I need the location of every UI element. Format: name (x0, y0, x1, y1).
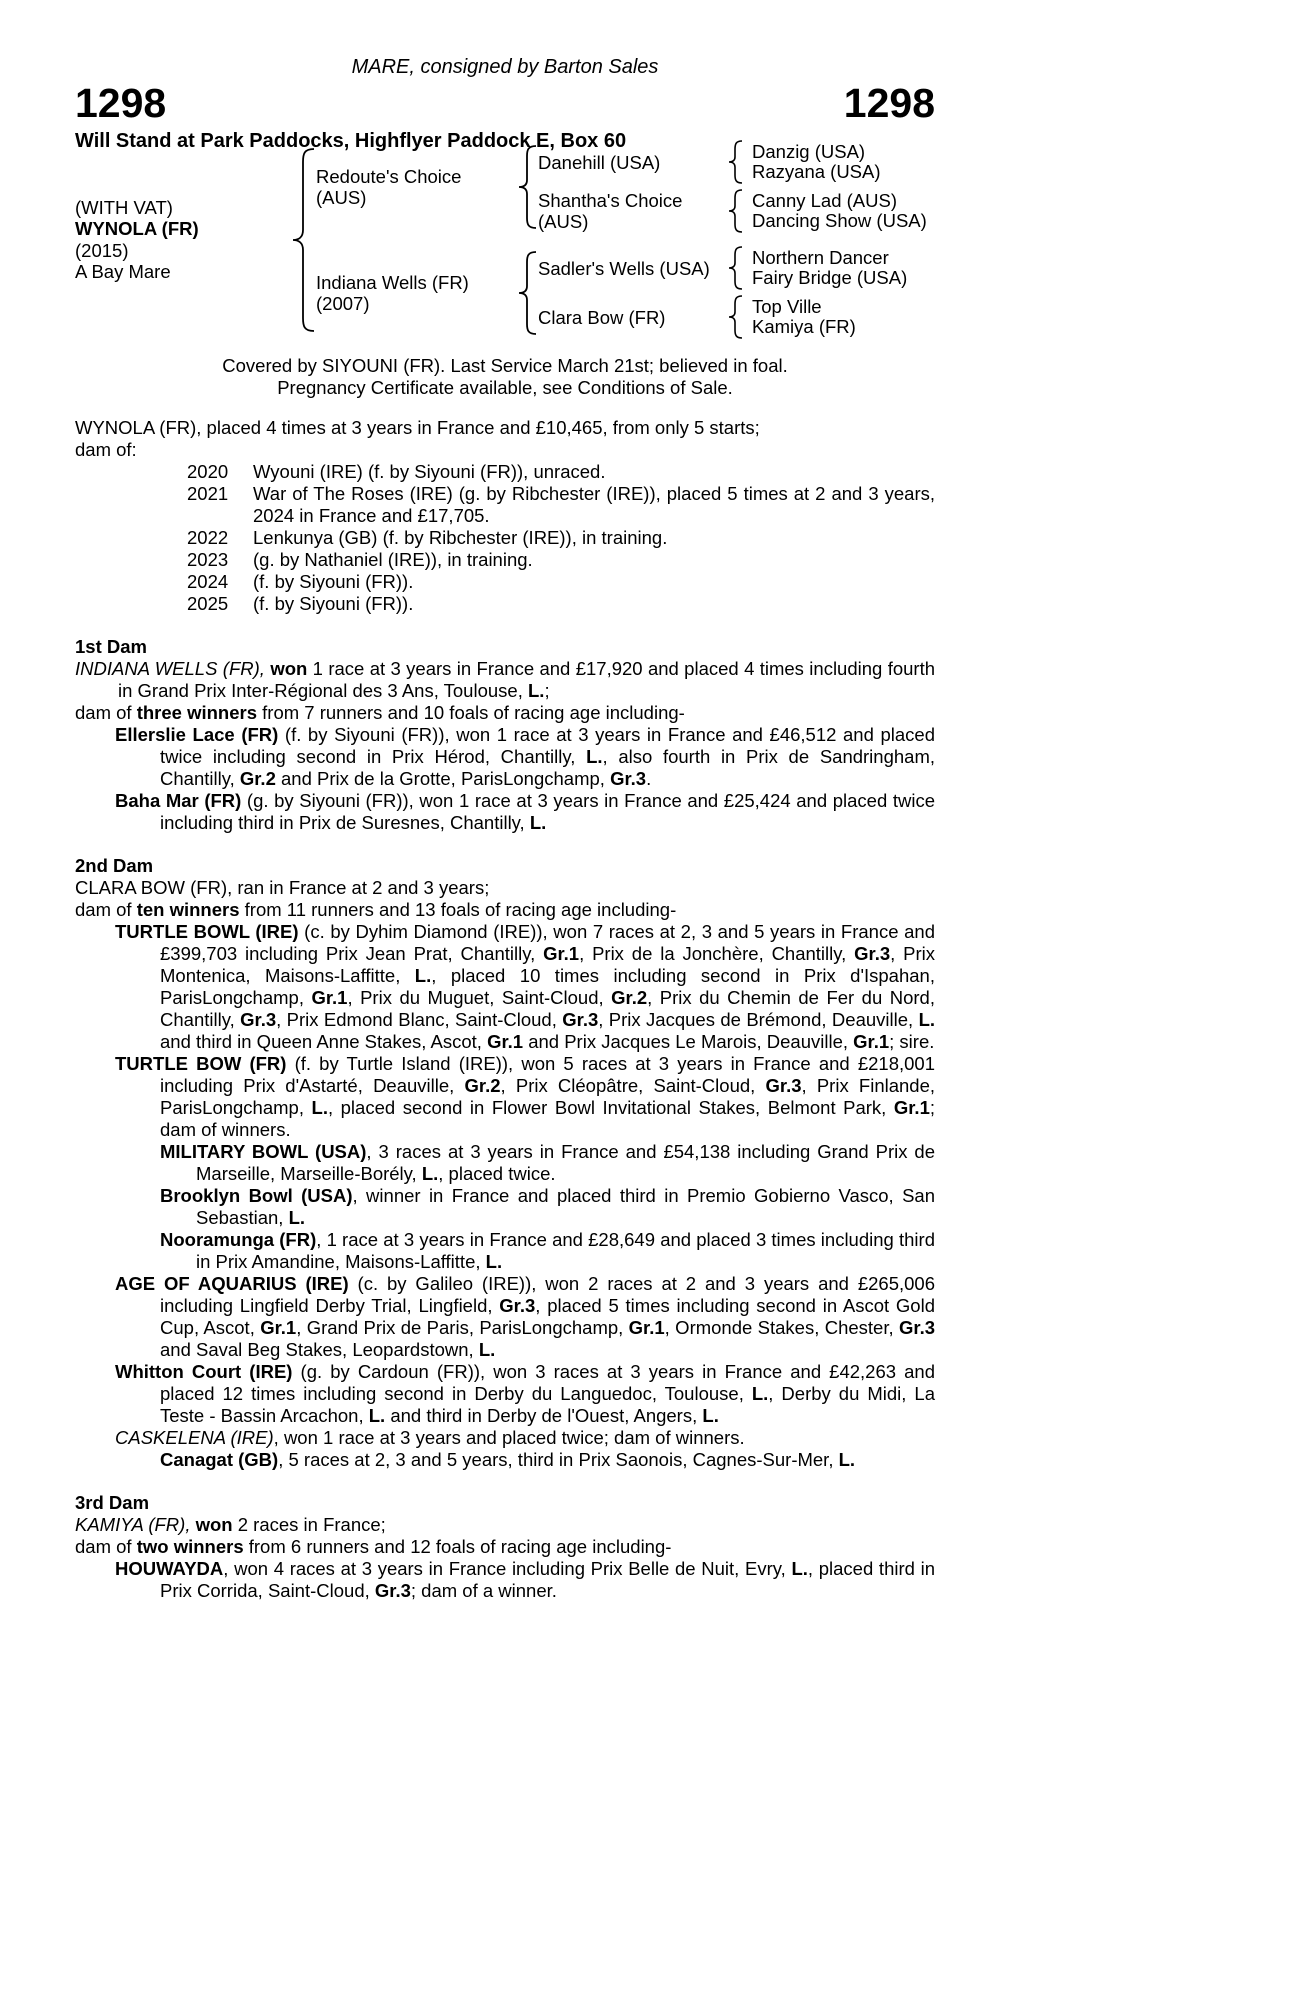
produce-text: Lenkunya (GB) (f. by Ribchester (IRE)), in training. (253, 527, 668, 548)
dam-sire-name (538, 258, 726, 279)
produce-year: 2020 (187, 461, 229, 482)
dam-ancestors-column (538, 246, 935, 339)
produce-row-2024 (75, 571, 935, 593)
para-turtle-bow: TURTLE BOW (FR) (f. by Turtle Island (IRE)), won 5 races at 3 years in France and £218,001 including Prix d'Astarté, Deauville, Gr.2, Prix Cléopâtre, Saint-Cloud, Gr.3, Prix Finlande, ParisLongchamp, L., placed second in Flower Bowl Invitational Stakes, Belmont Park, Gr.1; dam of winners. (115, 1053, 936, 1140)
covered-line: Covered by SIYOUNI (FR). Last Service March 21st; believed in foal. (222, 355, 788, 376)
lot-row (75, 80, 935, 126)
para-dam-of-two-winners: dam of two winners from 6 runners and 12 foals of racing age including- (75, 1536, 672, 1557)
dam-sire-name-line1: Sadler's Wells (USA) (538, 257, 710, 279)
ancestor-pair (744, 297, 856, 337)
para-caskelena: CASKELENA (IRE), won 1 race at 3 years and placed twice; dam of winners. (115, 1427, 745, 1448)
pedigree-brace-small-icon (726, 295, 744, 339)
ancestor-name: Fairy Bridge (USA) (752, 267, 908, 288)
heading-1st-dam: 1st Dam (75, 636, 147, 657)
para-indiana-wells: INDIANA WELLS (FR), won 1 race at 3 years in France and £17,920 and placed 4 times including fourth in Grand Prix Inter-Régional des 3 Ans, Toulouse, L.; (75, 658, 935, 701)
sire-sire-name (538, 152, 726, 173)
produce-year: 2023 (187, 549, 229, 570)
sire-dam-branch (538, 189, 935, 233)
subject-name: WYNOLA (FR) (75, 218, 199, 239)
produce-row-2021 (75, 483, 935, 527)
para-baha-mar: Baha Mar (FR) (g. by Siyouni (FR)), won 1 race at 3 years in France and £25,424 and placed twice including third in Prix de Suresnes, Chantilly, L. (115, 790, 935, 833)
para-canagat: Canagat (GB), 5 races at 2, 3 and 5 years, third in Prix Saonois, Cagnes-Sur-Mer, L. (160, 1449, 856, 1470)
ancestor-name: Northern Dancer (752, 247, 889, 268)
stand-location-line: Will Stand at Park Paddocks, Highflyer Paddock E, Box 60 (75, 130, 627, 152)
pedigree-brace-small-icon (726, 140, 744, 184)
section-1st-dam (75, 636, 935, 834)
ancestor-name: Top Ville (752, 296, 822, 317)
para-age-of-aquarius: AGE OF AQUARIUS (IRE) (c. by Galileo (IRE)), won 2 races at 2 and 3 years and £265,006 including Lingfield Derby Trial, Lingfield, Gr.3, placed 5 times including second in Ascot Gold Cup, Ascot, Gr.1, Grand Prix de Paris, ParisLongchamp, Gr.1, Ormonde Stakes, Chester, Gr.3 and Saval Beg Stakes, Leopardstown, L. (115, 1273, 936, 1360)
produce-row-2023 (75, 549, 935, 571)
sire-branch (316, 140, 935, 233)
produce-text: (f. by Siyouni (FR)). (253, 593, 414, 614)
dam-branch (316, 246, 935, 339)
sire-dam-name-line1: Shantha's Choice (538, 190, 683, 211)
ancestor-pair (744, 191, 927, 231)
produce-year: 2024 (187, 571, 229, 592)
ancestor-pair (744, 248, 907, 288)
heading-2nd-dam: 2nd Dam (75, 855, 154, 876)
ancestor-name: Dancing Show (USA) (752, 210, 927, 231)
para-nooramunga: Nooramunga (FR), 1 race at 3 years in France and £28,649 and placed 3 times including third in Prix Amandine, Maisons-Laffitte, L. (160, 1229, 935, 1272)
pedigree-brace-dam-icon (516, 251, 538, 335)
produce-text: Wyouni (IRE) (f. by Siyouni (FR)), unraced. (253, 461, 606, 482)
ancestor-name: Canny Lad (AUS) (752, 190, 897, 211)
dam-dam-name (538, 307, 726, 328)
ancestor-name: Razyana (USA) (752, 161, 881, 182)
pedigree-brace-small-icon (726, 189, 744, 233)
pregnancy-certificate-line: Pregnancy Certificate available, see Conditions of Sale. (277, 377, 733, 398)
produce-dam-of-label: dam of: (75, 439, 137, 460)
heading-3rd-dam: 3rd Dam (75, 1492, 150, 1513)
dam-sire-branch (538, 246, 935, 290)
vat-note: (WITH VAT) (75, 196, 173, 218)
para-ellerslie-lace: Ellerslie Lace (FR) (f. by Siyouni (FR)), won 1 race at 3 years in France and £46,512 and placed twice including second in Prix Hérod, Chantilly, L., also fourth in Prix de Sandringham, Chantilly, Gr.2 and Prix de la Grotte, ParisLongchamp, Gr.3. (115, 724, 935, 789)
para-dam-of-ten-winners: dam of ten winners from 11 runners and 13 foals of racing age including- (75, 899, 677, 920)
covering-details (75, 355, 935, 399)
dam-dam-name-line1: Clara Bow (FR) (538, 306, 666, 328)
catalogue-page (75, 0, 935, 1602)
pedigree-brace-sire-icon (516, 145, 538, 229)
sire-sire-branch (538, 140, 935, 184)
produce-text: (g. by Nathaniel (IRE)), in training. (253, 549, 533, 570)
para-clara-bow: CLARA BOW (FR), ran in France at 2 and 3 years; (75, 877, 490, 898)
dam-name-line1: Indiana Wells (FR) (316, 271, 469, 293)
sire-dam-name-line2: (AUS) (538, 211, 589, 232)
pedigree-table (75, 140, 935, 339)
section-3rd-dam (75, 1492, 935, 1602)
produce-text: War of The Roses (IRE) (g. by Ribchester (IRE)), placed 5 times at 2 and 3 years, 2024 in France and £17,705. (253, 483, 935, 526)
pedigree-brace-small-icon (726, 246, 744, 290)
para-military-bowl: MILITARY BOWL (USA), 3 races at 3 years in France and £54,138 including Grand Prix de Marseille, Marseille-Borély, L., placed twice. (160, 1141, 935, 1184)
sire-sire-name-line1: Danehill (USA) (538, 151, 661, 173)
produce-intro: WYNOLA (FR), placed 4 times at 3 years in France and £10,465, from only 5 starts; (75, 417, 760, 438)
ancestor-name: Kamiya (FR) (752, 316, 856, 337)
ancestor-pair (744, 142, 881, 182)
para-turtle-bowl: TURTLE BOWL (IRE) (c. by Dyhim Diamond (IRE)), won 7 races at 2, 3 and 5 years in France and £399,703 including Prix Jean Prat, Chantilly, Gr.1, Prix de la Jonchère, Chantilly, Gr.3, Prix Montenica, Maisons-Laffitte, L., placed 10 times including second in Prix d'Ispahan, ParisLongchamp, Gr.1, Prix du Muguet, Saint-Cloud, Gr.2, Prix du Chemin de Fer du Nord, Chantilly, Gr.3, Prix Edmond Blanc, Saint-Cloud, Gr.3, Prix Jacques de Brémond, Deauville, L. and third in Queen Anne Stakes, Ascot, Gr.1 and Prix Jacques Le Marois, Deauville, Gr.1; sire. (115, 921, 936, 1052)
lot-number-left: 1298 (75, 80, 167, 126)
para-whitton-court: Whitton Court (IRE) (g. by Cardoun (FR)), won 3 races at 3 years in France and £42,263 and placed 12 times including second in Derby du Languedoc, Toulouse, L., Derby du Midi, La Teste - Bassin Arcachon, L. and third in Derby de l'Ouest, Angers, L. (115, 1361, 935, 1426)
pedigree-brace-gen1-icon (290, 148, 316, 332)
para-brooklyn-bowl: Brooklyn Bowl (USA), winner in France and placed third in Premio Gobierno Vasco, San Sebastian, L. (160, 1185, 935, 1228)
para-houwayda: HOUWAYDA, won 4 races at 3 years in France including Prix Belle de Nuit, Evry, L., placed third in Prix Corrida, Saint-Cloud, Gr.3; dam of a winner. (115, 1558, 935, 1601)
produce-year: 2021 (187, 483, 229, 504)
sire-name-line2: (AUS) (316, 186, 367, 208)
sire-name-line1: Redoute's Choice (316, 165, 462, 187)
produce-year: 2022 (187, 527, 229, 548)
dam-name-line2: (2007) (316, 292, 370, 314)
lot-number-right: 1298 (843, 80, 935, 126)
sire-dam-name (538, 190, 726, 232)
sire-ancestors-column (538, 140, 935, 233)
section-2nd-dam (75, 855, 935, 1471)
subject-colour-sex: A Bay Mare (75, 261, 171, 282)
produce-row-2022 (75, 527, 935, 549)
sire-name (316, 166, 516, 208)
para-kamiya: KAMIYA (FR), won 2 races in France; (75, 1514, 386, 1535)
subject-block (75, 197, 290, 283)
produce-text: (f. by Siyouni (FR)). (253, 571, 414, 592)
produce-year: 2025 (187, 593, 229, 614)
dam-name (316, 272, 516, 314)
para-dam-of-three-winners: dam of three winners from 7 runners and 10 foals of racing age including- (75, 702, 685, 723)
consignor-line: MARE, consigned by Barton Sales (351, 56, 659, 78)
generation-2-column (316, 140, 935, 339)
ancestor-name: Danzig (USA) (752, 141, 866, 162)
produce-row-2025 (75, 593, 935, 615)
produce-row-2020 (75, 461, 935, 483)
dam-dam-branch (538, 295, 935, 339)
subject-foaling-year: (2015) (75, 239, 129, 261)
